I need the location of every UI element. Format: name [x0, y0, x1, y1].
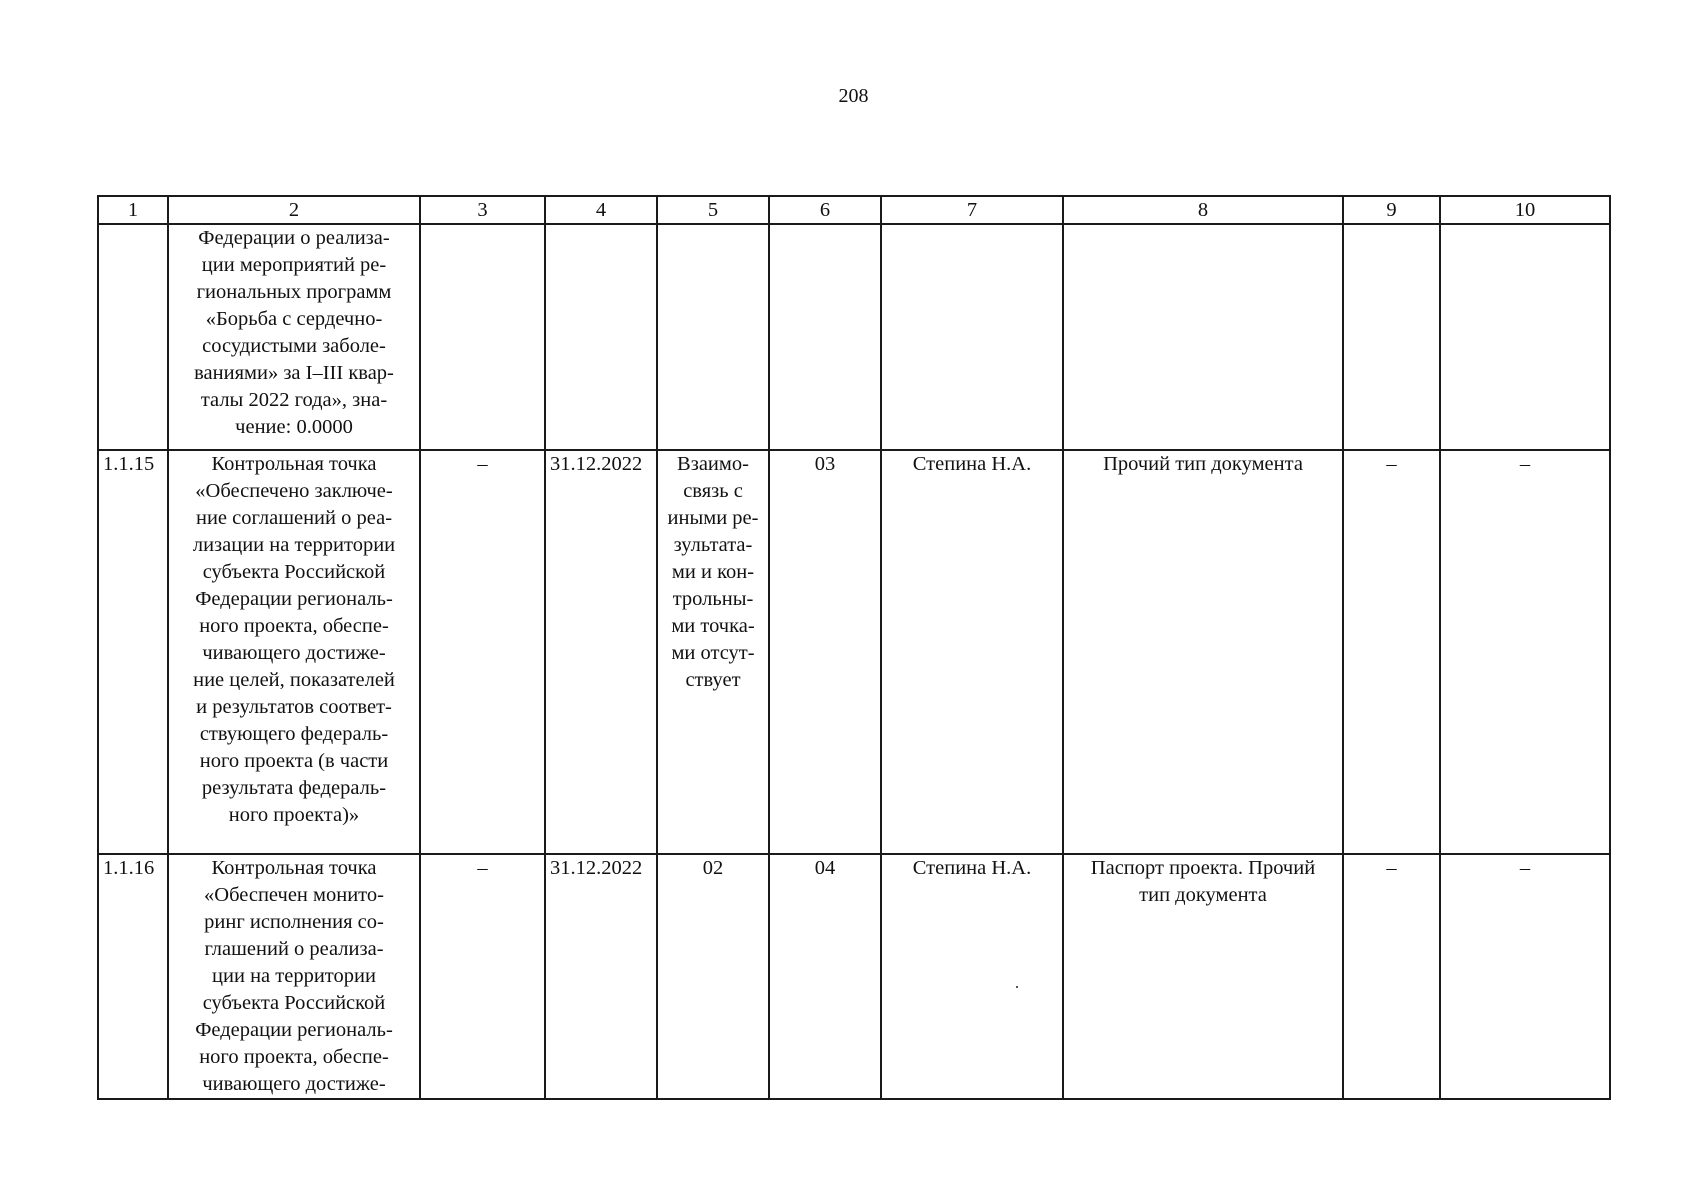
table-row — [98, 450, 1610, 854]
cell-col6: 03 — [769, 450, 881, 854]
text-line: субъекта Российской — [202, 561, 386, 583]
text-line: ного проекта)» — [228, 804, 360, 826]
cell-col8 — [1063, 224, 1343, 450]
text-line: глашений о реализа- — [204, 938, 384, 960]
column-header-9: 9 — [1343, 196, 1440, 224]
text-line: 02 — [702, 857, 724, 879]
cell-col7 — [881, 224, 1063, 450]
column-header-5: 5 — [657, 196, 769, 224]
text-line: ние целей, показателей — [193, 669, 395, 691]
text-line: гиональных программ — [196, 281, 392, 303]
column-header-7: 7 — [881, 196, 1063, 224]
text-line: Паспорт проекта. Прочий — [1090, 857, 1316, 879]
table-row — [98, 224, 1610, 450]
text-line: Контрольная точка — [211, 857, 377, 879]
row-number — [98, 224, 168, 450]
cell-col9 — [1343, 224, 1440, 450]
cell-col7: Степина Н.А. — [881, 854, 1063, 1099]
column-header-2: 2 — [168, 196, 420, 224]
text-line: ринг исполнения со- — [204, 911, 384, 933]
text-line: ции на территории — [212, 965, 376, 987]
row-number: 1.1.16 — [98, 854, 168, 1099]
text-line: ние соглашений о реа- — [195, 507, 393, 529]
cell-col5 — [657, 450, 769, 854]
text-line: Прочий тип документа — [1103, 453, 1303, 475]
cell-col10: – — [1440, 854, 1610, 1099]
text-line: чивающего достиже- — [202, 1073, 386, 1095]
table-row — [98, 854, 1610, 1099]
row-name — [168, 854, 420, 1099]
text-line: зультата- — [673, 534, 753, 556]
cell-col3 — [420, 224, 545, 450]
text-line: лизации на территории — [192, 534, 396, 556]
text-line: Федерации региональ- — [195, 588, 393, 610]
text-line: ного проекта (в части — [199, 750, 389, 772]
cell-col4 — [545, 224, 657, 450]
column-header-8: 8 — [1063, 196, 1343, 224]
row-name — [168, 224, 420, 450]
text-line: сосудистыми заболе- — [202, 335, 386, 357]
text-line: талы 2022 года», зна- — [200, 389, 388, 411]
column-number-row — [98, 196, 1610, 224]
cell-col3: – — [420, 450, 545, 854]
row-number: 1.1.15 — [98, 450, 168, 854]
cell-col5 — [657, 224, 769, 450]
text-line: ствующего федераль- — [199, 723, 389, 745]
text-line: «Борьба с сердечно- — [205, 308, 383, 330]
text-line: ми отсут- — [671, 642, 755, 664]
text-line: «Обеспечен монито- — [204, 884, 384, 906]
text-line: чивающего достиже- — [202, 642, 386, 664]
column-header-6: 6 — [769, 196, 881, 224]
scan-speck — [1016, 986, 1018, 988]
cell-col5 — [657, 854, 769, 1099]
cell-col8 — [1063, 450, 1343, 854]
text-line: результата федераль- — [201, 777, 387, 799]
cell-col9: – — [1343, 450, 1440, 854]
text-line: ного проекта, обеспе- — [199, 1046, 389, 1068]
cell-col10 — [1440, 224, 1610, 450]
text-line: субъекта Российской — [202, 992, 386, 1014]
text-line: Федерации региональ- — [195, 1019, 393, 1041]
text-line: и результатов соответ- — [196, 696, 392, 718]
cell-col6: 04 — [769, 854, 881, 1099]
cell-col6 — [769, 224, 881, 450]
text-line: «Обеспечено заключе- — [195, 480, 393, 502]
row-name — [168, 450, 420, 854]
column-header-1: 1 — [98, 196, 168, 224]
text-line: ваниями» за I–III квар- — [194, 362, 394, 384]
text-line: Взаимо- — [677, 453, 749, 475]
text-line: связь с — [683, 480, 743, 502]
cell-col4: 31.12.2022 — [545, 450, 657, 854]
text-line: ми и кон- — [671, 561, 755, 583]
cell-col3: – — [420, 854, 545, 1099]
text-line: Контрольная точка — [211, 453, 377, 475]
page-number: 208 — [838, 85, 869, 107]
cell-col4: 31.12.2022 — [545, 854, 657, 1099]
text-line: тип документа — [1139, 884, 1267, 906]
cell-col8 — [1063, 854, 1343, 1099]
text-line: чение: 0.0000 — [235, 416, 353, 438]
cell-col9: – — [1343, 854, 1440, 1099]
document-table — [97, 195, 1611, 1100]
text-line: ного проекта, обеспе- — [199, 615, 389, 637]
text-line: ции мероприятий ре- — [201, 254, 387, 276]
column-header-3: 3 — [420, 196, 545, 224]
text-line: Федерации о реализа- — [198, 227, 390, 249]
text-line: иными ре- — [667, 507, 759, 529]
text-line: ствует — [685, 669, 741, 691]
cell-col7: Степина Н.А. — [881, 450, 1063, 854]
cell-col10: – — [1440, 450, 1610, 854]
column-header-10: 10 — [1440, 196, 1610, 224]
text-line: трольны- — [672, 588, 754, 610]
text-line: ми точка- — [671, 615, 755, 637]
column-header-4: 4 — [545, 196, 657, 224]
